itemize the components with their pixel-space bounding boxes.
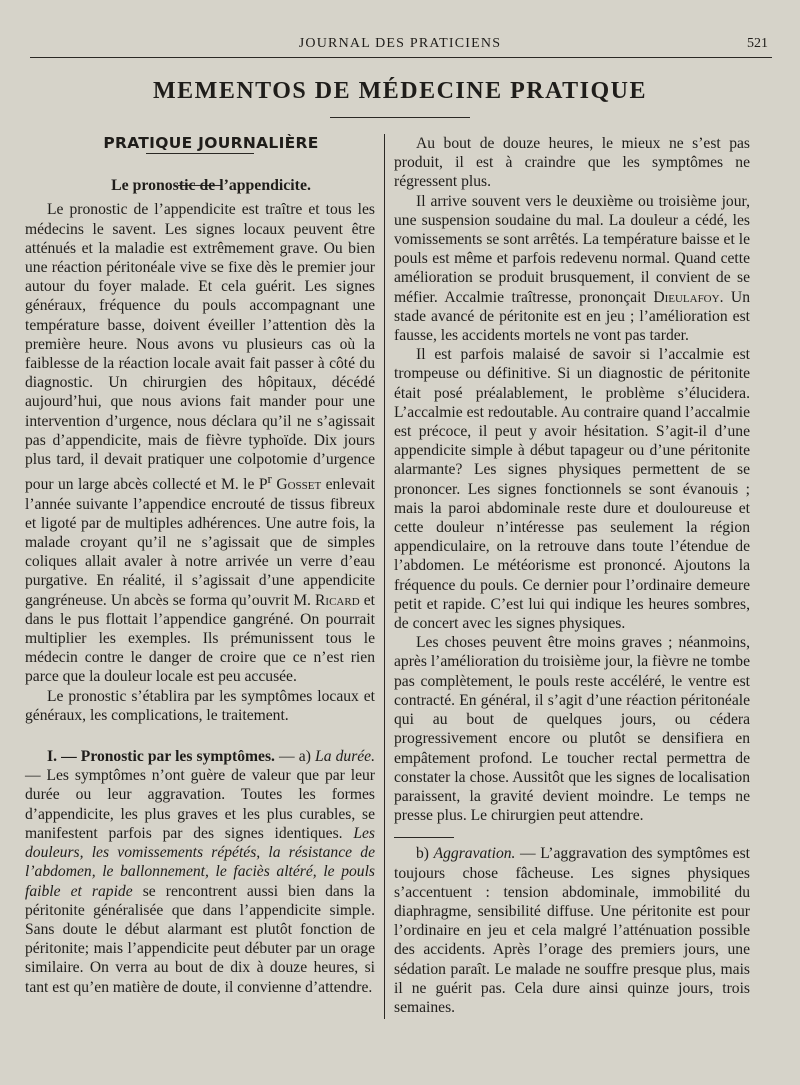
surgeon-name-ricard: Ricard [315,591,360,609]
running-head [0,34,800,56]
column-divider [384,134,385,1019]
intro-paragraph [25,200,375,686]
duration-text-a: — Les symptômes n’ont guère de valeur que par leur durée ou leur aggravation. Toutes les formes d’appendicite, les plus graves et les plus curables, se manifestent parfois par des signes identiques. [25,767,375,842]
aggravation-paragraph [394,844,750,1017]
prognosis-overview-paragraph: Le pronostic s’établira par les symptômes locaux et généraux, les complications, le traitement. [25,687,375,724]
aggravation-label-prefix: b) [416,845,434,863]
aggravation-text: — L’aggravation des symptômes est toujours chose fâcheuse. Les signes physiques s’accentuent : tension abdominale, immobilité du diaphragme, sensibilité diffuse. Une péritonite est pour l’ordinaire en jeu et cela malgré l’atténuation possible des accidents. Après l’orage des premiers jours, une sédation paraît. Le malade ne souffre presque plus, mais il ne guérit pas. Cela dure ainsi quinze jours, trois semaines. [394,845,750,1016]
intro-text-c: et dans le pus flottait l’appendice gangréné. On pourrait multiplier les exemples. Ils prémunissent tous le médecin contre le danger de croire que ce n’est rien parce que la douleur locale est peu accusée. [25,591,375,686]
article-title: Le pronostic de l’appendicite. [111,177,311,195]
intro-text-b: enlevait l’année suivante l’appendice encrouté de tissus fibreux et ligoté par de multiples adhérences. Une autre fois, la malade croyant qu’il ne s’agissait que de simples coliques allait avaler à notre arrivée un verre d’eau purgative. En réalité, il s’agissait d’une appendicite gangréneuse. Un abcès se forma qu’ouvrit M. [25,476,375,609]
surgeon-name-gosset: Gosset [276,476,322,494]
twelve-hours-paragraph: Au bout de douze heures, le mieux ne s’est pas produit, il est à craindre que les symptômes ne régressent plus. [394,135,750,191]
false-calm-text-b: . Un stade avancé de péritonite est en jeu ; l’amélioration est fausse, les accidents mortels ne vont pas tarder. [394,288,750,345]
professor-abbrev: P [258,476,268,494]
false-calm-text-a: Il arrive souvent vers le deuxième ou troisième jour, une suspension soudaine du mal. La douleur a cédé, les vomissements se sont arrêtés. La température baisse et le pouls est même et parfois redevenu normal. Quand cette amélioration se produit brusquement, il convient de se méfier. Accalmie traîtresse, prononçait [394,192,750,306]
duration-paragraph [25,747,375,997]
false-calm-paragraph [394,192,750,346]
paragraph-gap [25,725,375,747]
page-number: 521 [747,36,768,51]
section-title-rule [330,117,470,118]
professor-abbrev-sup: r [267,471,272,487]
section-heading-symptoms: I. — Pronostic par les symptômes. [47,748,275,766]
left-column [25,134,375,997]
section-title: MEMENTOS DE MÉDECINE PRATIQUE [153,78,647,104]
rubric-heading: PRATIQUE JOURNALIÈRE [103,134,319,152]
journal-name: JOURNAL DES PRATICIENS [298,36,502,51]
duration-label: La durée. [315,748,376,766]
duration-label-prefix: — a) [274,748,316,766]
rubric-rule [146,153,254,154]
aggravation-label: Aggravation. [433,845,516,863]
calm-assessment-paragraph: Il est parfois malaisé de savoir si l’accalmie est trompeuse ou définitive. Si un diagnostic de péritonite était posé préalablement, le problème s’élucidera. L’accalmie est redoutable. Au contraire quand l’accalmie est précoce, il peut y avoir hésitation. S’agit-il d’une appendicite simple à début tapageur ou d’une péritonite alarmante? Les signes physiques permettent de se prononcer. Les signes fonctionnels se sont évanouis ; mais la paroi abdominale reste dure et douloureuse et cette douleur n’intéresse pas seulement la région appendiculaire, on la retrouve dans toute l’étendue de l’abdomen. Le météorisme est prononcé. Ajoutons la fréquence du pouls. Ce dernier pour l’ordinaire demeure petit et rapide. C’est lui qui indique les heures sombres, de concert avec les signes physiques. [394,346,750,633]
duration-symptom-list: Les douleurs, les vomissements répétés, la résistance de l’abdomen, le ballonnement, le faciès altéré, le pouls faible et rapide [25,824,375,900]
duration-text-b: se rencontrent aussi bien dans la péritonite généralisée que dans l’appendicite simple. Sans doute le début alarmant est plutôt fonction de péritonite; mais l’appendicite peut débuter par un orage similaire. On verra au bout de dix à douze heures, si tant est qu’en matière de doute, il convienne d’attendre. [25,882,375,996]
author-name-dieulafoy: Dieulafoy [653,288,720,306]
header-rule [30,57,772,58]
less-severe-paragraph: Les choses peuvent être moins graves ; néanmoins, après l’amélioration du troisième jour, la fièvre ne tombe pas complètement, le pouls reste accéléré, le ventre est contracté. En général, il s’agit d’une réaction péritonéale qui au bout de quelques jours, ou cédera progressivement encore ou plutôt se densifiera en empâtement profond. Le toucher rectal permettra de constater la chose. Aussitôt que les signes de localisation paraissent, la gravité devient moindre. Le temps ne presse plus. Le chirurgien peut attendre. [394,634,750,825]
section-separator [394,837,454,838]
intro-text-a: Le pronostic de l’appendicite est traître et tous les médecins le savent. Les signes locaux peuvent être atténués et la maladie est extrêmement grave. Ou bien une réaction péritonéale vive se fixe dès le premier jour autour du foyer malade. Et cela guérit. Les signes généraux, fréquence du pouls accompagnant une température basse, doivent éveiller l’attention dès la première heure. Nous avons vu plusieurs cas où la faiblesse de la réaction locale avait fait passer à côté du diagnostic. Un chirurgien des hôpitaux, décédé aujourd’hui, que nous avions fait mander pour une intervention d’urgence, nous déclara qu’il ne s’agissait pas d’appendicite, mais de fièvre typhoïde. Dix jours plus tard, il devait pratiquer une colpotomie d’urgence pour un large abcès collecté et M. le [25,201,375,494]
right-column [394,134,750,1017]
